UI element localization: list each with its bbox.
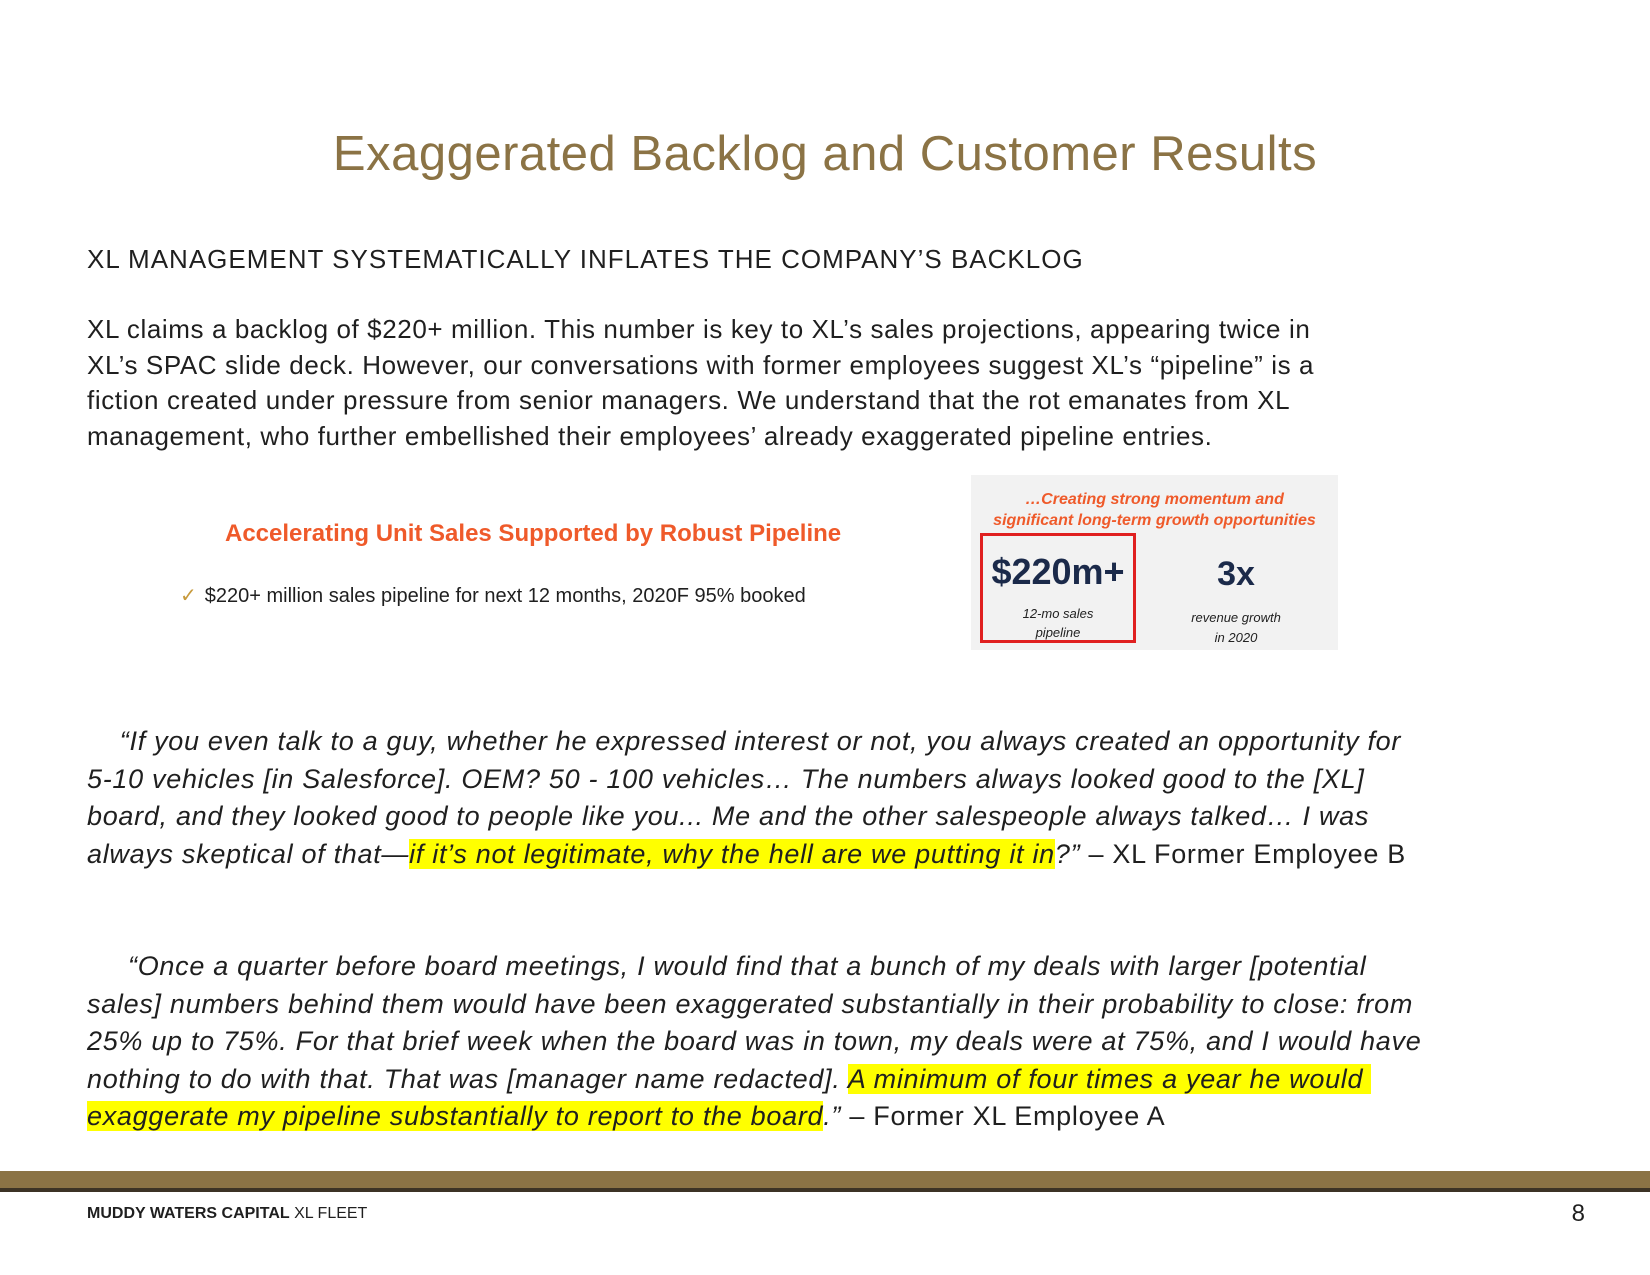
quote-line: 25% up to 75%. For that brief week when the board was in town, my deals were at 75%, and I would have bbox=[87, 1026, 1422, 1056]
bullet-text: $220+ million sales pipeline for next 12 months, 2020F 95% booked bbox=[204, 585, 806, 607]
quote-employee-a bbox=[87, 948, 1587, 1136]
pipeline-metric-box bbox=[980, 533, 1136, 643]
pipeline-value: $220m+ bbox=[991, 551, 1125, 592]
caption-line: 12-mo sales bbox=[1022, 606, 1094, 621]
quote-line bbox=[87, 1098, 1587, 1136]
quote-line: “Once a quarter before board meetings, I would find that a bunch of my deals with larger [potential bbox=[87, 951, 1367, 981]
quote-line bbox=[87, 836, 1587, 874]
highlighted-text: A minimum of four times a year he would bbox=[847, 1063, 1372, 1094]
quote-employee-b bbox=[87, 723, 1587, 873]
slide-excerpt-pipeline bbox=[170, 515, 920, 615]
highlighted-text: exaggerate my pipeline substantially to report to the board bbox=[87, 1101, 824, 1131]
intro-line: fiction created under pressure from senior managers. We understand that the rot emanates from XL bbox=[87, 385, 1291, 415]
caption-line: pipeline bbox=[1035, 625, 1081, 640]
footer-divider-dark bbox=[0, 1188, 1650, 1192]
quote-line: 5-10 vehicles [in Salesforce]. OEM? 50 - 100 vehicles… The numbers always looked good to the [XL] bbox=[87, 763, 1365, 794]
quote-line: sales] numbers behind them would have been exaggerated substantially in their probability to close: from bbox=[87, 988, 1414, 1019]
metrics-header-line: significant long-term growth opportunities bbox=[993, 512, 1316, 529]
growth-metric bbox=[1151, 533, 1321, 643]
slide-excerpt-title: Accelerating Unit Sales Supported by Robust Pipeline bbox=[225, 520, 842, 547]
page-title: Exaggerated Backlog and Customer Results bbox=[332, 127, 1318, 181]
quote-text: .” bbox=[823, 1101, 842, 1131]
page-number: 8 bbox=[1571, 1200, 1585, 1227]
intro-line: management, who further embellished their employees’ already exaggerated pipeline entries. bbox=[87, 420, 1213, 451]
footer-divider bbox=[0, 1171, 1650, 1188]
highlighted-text: if it’s not legitimate, why the hell are we putting it in bbox=[409, 838, 1055, 869]
growth-caption bbox=[1151, 608, 1321, 648]
slide-excerpt-bullet bbox=[180, 583, 806, 608]
intro-paragraph bbox=[87, 312, 1567, 454]
footer-label bbox=[87, 1205, 367, 1223]
checkmark-icon: ✓ bbox=[180, 585, 197, 607]
firm-name: MUDDY WATERS CAPITAL bbox=[87, 1205, 290, 1222]
caption-line: in 2020 bbox=[1214, 630, 1258, 645]
intro-line: XL claims a backlog of $220+ million. This number is key to XL’s sales projections, appearing twice in bbox=[87, 314, 1311, 344]
section-heading: XL MANAGEMENT SYSTEMATICALLY INFLATES THE COMPANY’S BACKLOG bbox=[87, 244, 1084, 274]
caption-line: revenue growth bbox=[1191, 610, 1281, 625]
quote-attribution: – Former XL Employee A bbox=[841, 1101, 1166, 1131]
growth-value: 3x bbox=[1217, 555, 1255, 593]
quote-attribution: – XL Former Employee B bbox=[1080, 838, 1406, 869]
quote-line: “If you even talk to a guy, whether he expressed interest or not, you always created an opportunity for bbox=[87, 726, 1402, 756]
metrics-header bbox=[971, 489, 1338, 531]
quote-line bbox=[87, 1061, 1587, 1099]
intro-line: XL’s SPAC slide deck. However, our conversations with former employees suggest XL’s “pipeline” is a bbox=[87, 349, 1315, 380]
slide-excerpt-metrics bbox=[971, 475, 1338, 650]
quote-text: nothing to do with that. That was [manager name redacted]. bbox=[87, 1063, 848, 1094]
report-subject: XL FLEET bbox=[289, 1205, 368, 1222]
quote-line: board, and they looked good to people like you... Me and the other salespeople always talked… I was bbox=[87, 801, 1370, 831]
pipeline-caption bbox=[983, 604, 1133, 642]
metrics-header-line: …Creating strong momentum and bbox=[1025, 491, 1284, 508]
quote-text: ?” bbox=[1054, 838, 1081, 869]
quote-text: always skeptical of that— bbox=[87, 838, 410, 869]
